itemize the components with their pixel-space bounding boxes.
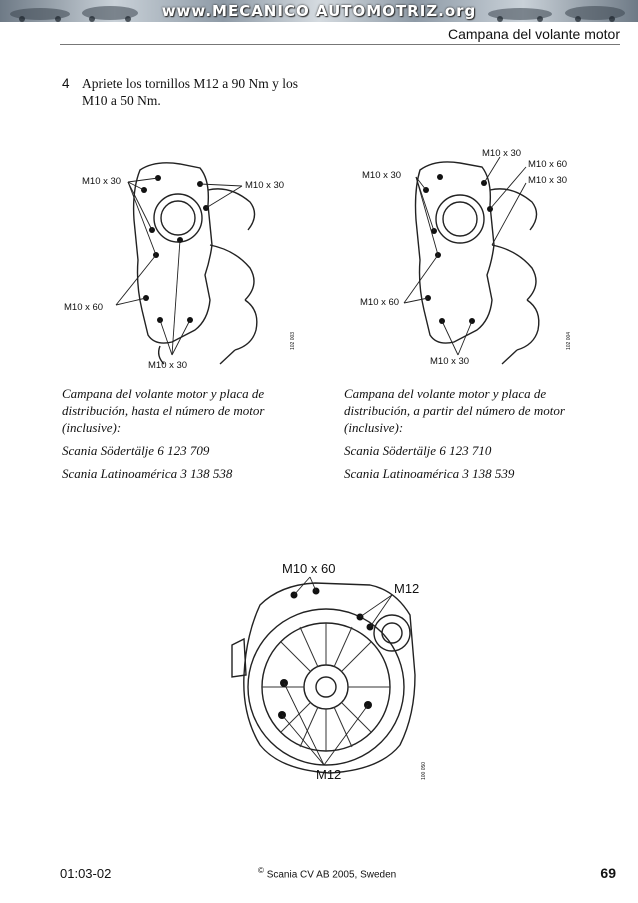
fig-right-label-6: M10 x 30 bbox=[528, 175, 568, 186]
site-banner bbox=[0, 0, 638, 22]
fig-right-label-3: M10 x 30 bbox=[430, 356, 470, 367]
figure-bottom-drawing bbox=[220, 555, 440, 790]
step-text: Apriete los tornillos M12 a 90 Nm y los M10 a 50 Nm. bbox=[82, 76, 298, 108]
caption-left-text: Campana del volante motor y placa de distribución, hasta el número de motor (inclusive): bbox=[62, 386, 265, 435]
step-number: 4 bbox=[62, 76, 70, 91]
fig-bottom-code: 100 050 bbox=[421, 761, 427, 780]
page-number: 69 bbox=[600, 865, 616, 881]
fig-left-label-4: M10 x 30 bbox=[148, 360, 188, 371]
fig-right-label-1: M10 x 30 bbox=[362, 170, 402, 181]
header-divider bbox=[60, 44, 620, 45]
banner-site-text: www.MECANICO AUTOMOTRIZ.org bbox=[161, 2, 477, 20]
fig-left-label-2: M10 x 30 bbox=[245, 180, 285, 191]
fig-right-label-4: M10 x 30 bbox=[482, 148, 522, 159]
fig-bottom-label-2: M12 bbox=[394, 581, 420, 596]
fig-bottom-label-1: M10 x 60 bbox=[282, 561, 336, 576]
footer-doc-code: 01:03-02 bbox=[60, 866, 112, 881]
fig-right-label-5: M10 x 60 bbox=[528, 159, 568, 170]
caption-right-line-1: Scania Södertälje 6 123 710 bbox=[344, 443, 492, 458]
fig-bottom-label-3: M12 bbox=[316, 767, 342, 782]
caption-left bbox=[62, 385, 322, 488]
fig-right-code: 102 004 bbox=[566, 331, 572, 350]
instruction-step bbox=[62, 75, 322, 109]
caption-right-line-2: Scania Latinoamérica 3 138 539 bbox=[344, 466, 515, 481]
section-title: Campana del volante motor bbox=[448, 26, 620, 42]
figure-left-drawing bbox=[60, 150, 305, 375]
caption-left-line-1: Scania Södertälje 6 123 709 bbox=[62, 443, 210, 458]
figure-right-drawing bbox=[340, 145, 585, 375]
fig-left-label-3: M10 x 60 bbox=[64, 302, 104, 313]
caption-left-line-2: Scania Latinoamérica 3 138 538 bbox=[62, 466, 233, 481]
fig-right-label-2: M10 x 60 bbox=[360, 297, 400, 308]
caption-right bbox=[344, 385, 604, 488]
copyright-text: Scania CV AB 2005, Sweden bbox=[266, 869, 397, 881]
caption-right-text: Campana del volante motor y placa de distribución, a partir del número de motor (inclusive): bbox=[344, 386, 565, 435]
copyright-symbol: © bbox=[258, 866, 264, 875]
footer-copyright bbox=[258, 866, 396, 880]
fig-left-code: 102 003 bbox=[290, 331, 296, 350]
fig-left-label-1: M10 x 30 bbox=[82, 176, 122, 187]
